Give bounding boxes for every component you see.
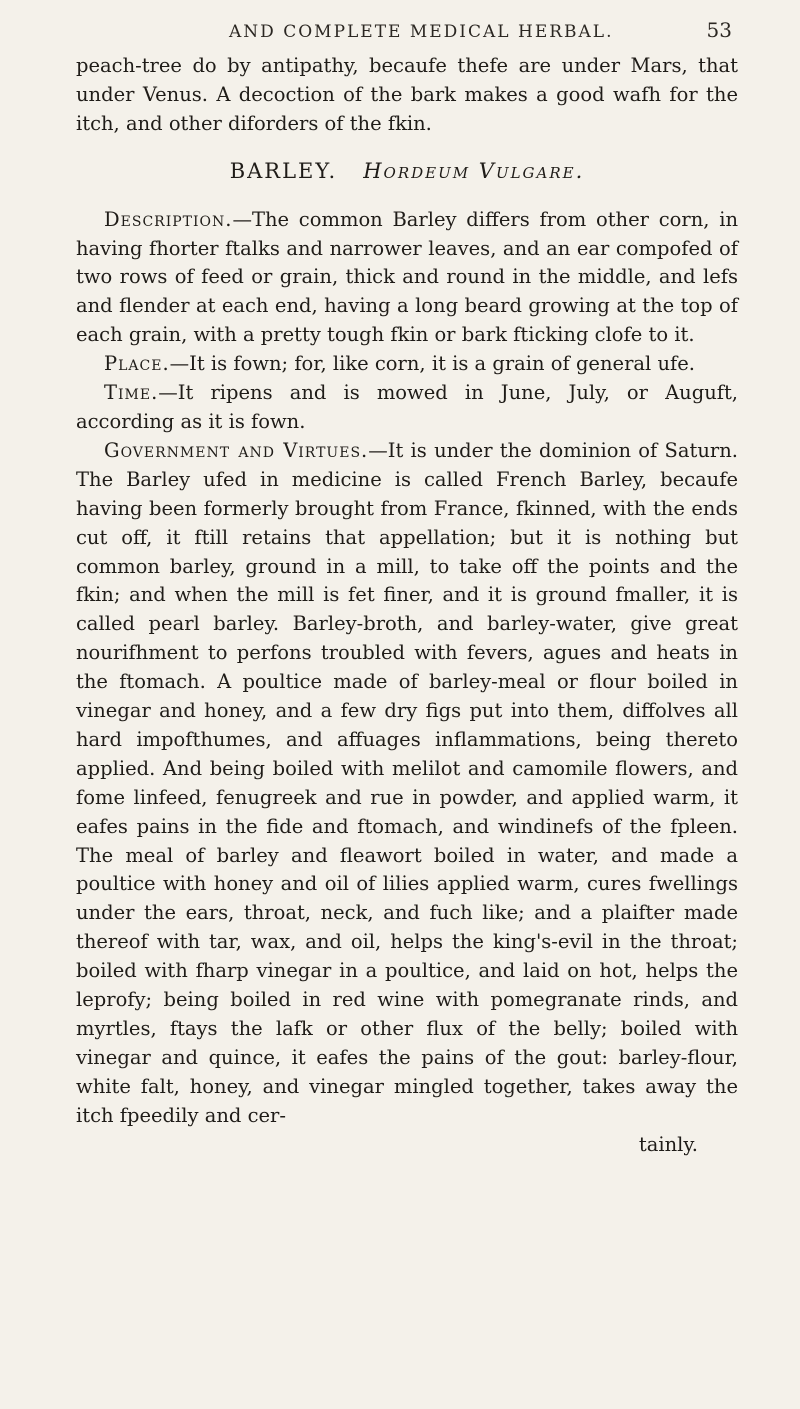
last-word: tainly. <box>638 1132 698 1156</box>
virtues-paragraph <box>76 437 738 1131</box>
body-text <box>76 52 738 1160</box>
place-text: —It is fown; for, like corn, it is a grain of general ufe. <box>169 352 695 376</box>
description-label: Description. <box>104 207 233 231</box>
virtues-label: Government and Virtues. <box>104 438 369 462</box>
time-paragraph <box>76 379 738 437</box>
running-title: AND COMPLETE MEDICAL HERBAL. <box>229 22 614 42</box>
time-label: Time. <box>104 381 159 405</box>
place-paragraph <box>76 350 738 379</box>
entry-name: BARLEY. <box>229 158 338 183</box>
entry-heading <box>76 157 738 186</box>
description-paragraph <box>76 206 738 351</box>
time-text: —It ripens and is mowed in June, July, or Auguft, according as it is fown. <box>76 381 738 433</box>
virtues-text: —It is under the dominion of Saturn. The Barley ufed in medicine is called French Barley, becaufe having been formerly brought from France, fkinned, with the ends cut off, it ftill retains that appellation; but it is nothing but common barley, ground in a mill, to take off the points and the fkin; and when the mill is fet finer, and it is ground fmaller, it is called pearl barley. Barley-broth, and barley-water, give great nourifhment to perfons troubled with fevers, agues and heats in the ftomach. A poultice made of barley-meal or flour boiled in vinegar and honey, and a few dry figs put into them, diffolves all hard impofthumes, and affuages inflammations, being thereto applied. And being boiled with melilot and camomile flowers, and fome linfeed, fenugreek and rue in powder, and applied warm, it eafes pains in the fide and ftomach, and windinefs of the fpleen. The meal of barley and fleawort boiled in water, and made a poultice with honey and oil of lilies applied warm, cures fwellings under the ears, throat, neck, and fuch like; and a plaifter made thereof with tar, wax, and oil, helps the king's-evil in the throat; boiled with fharp vinegar in a poultice, and laid on hot, helps the leprofy; being boiled in red wine with pomegranate rinds, and myrtles, ftays the lafk or other flux of the belly; boiled with vinegar and quince, it eafes the pains of the gout: barley-flour, white falt, honey, and vinegar mingled together, takes away the itch fpeedily and cer- <box>76 438 738 1127</box>
page-number: 53 <box>706 18 732 42</box>
running-head <box>76 18 738 52</box>
entry-latin-name: Hordeum Vulgare. <box>363 158 585 183</box>
intro-paragraph: peach-tree do by antipathy, becaufe thefe are under Mars, that under Venus. A decoction of the bark makes a good wafh for the itch, and other diforders of the fkin. <box>76 54 738 135</box>
place-label: Place. <box>104 352 170 376</box>
description-text: —The common Barley differs from other corn, in having fhorter ftalks and narrower leaves, and an ear compofed of two rows of feed or grain, thick and round in the middle, and lefs and flender at each end, having a long beard growing at the top of each grain, with a pretty tough fkin or bark fticking clofe to it. <box>76 207 738 347</box>
